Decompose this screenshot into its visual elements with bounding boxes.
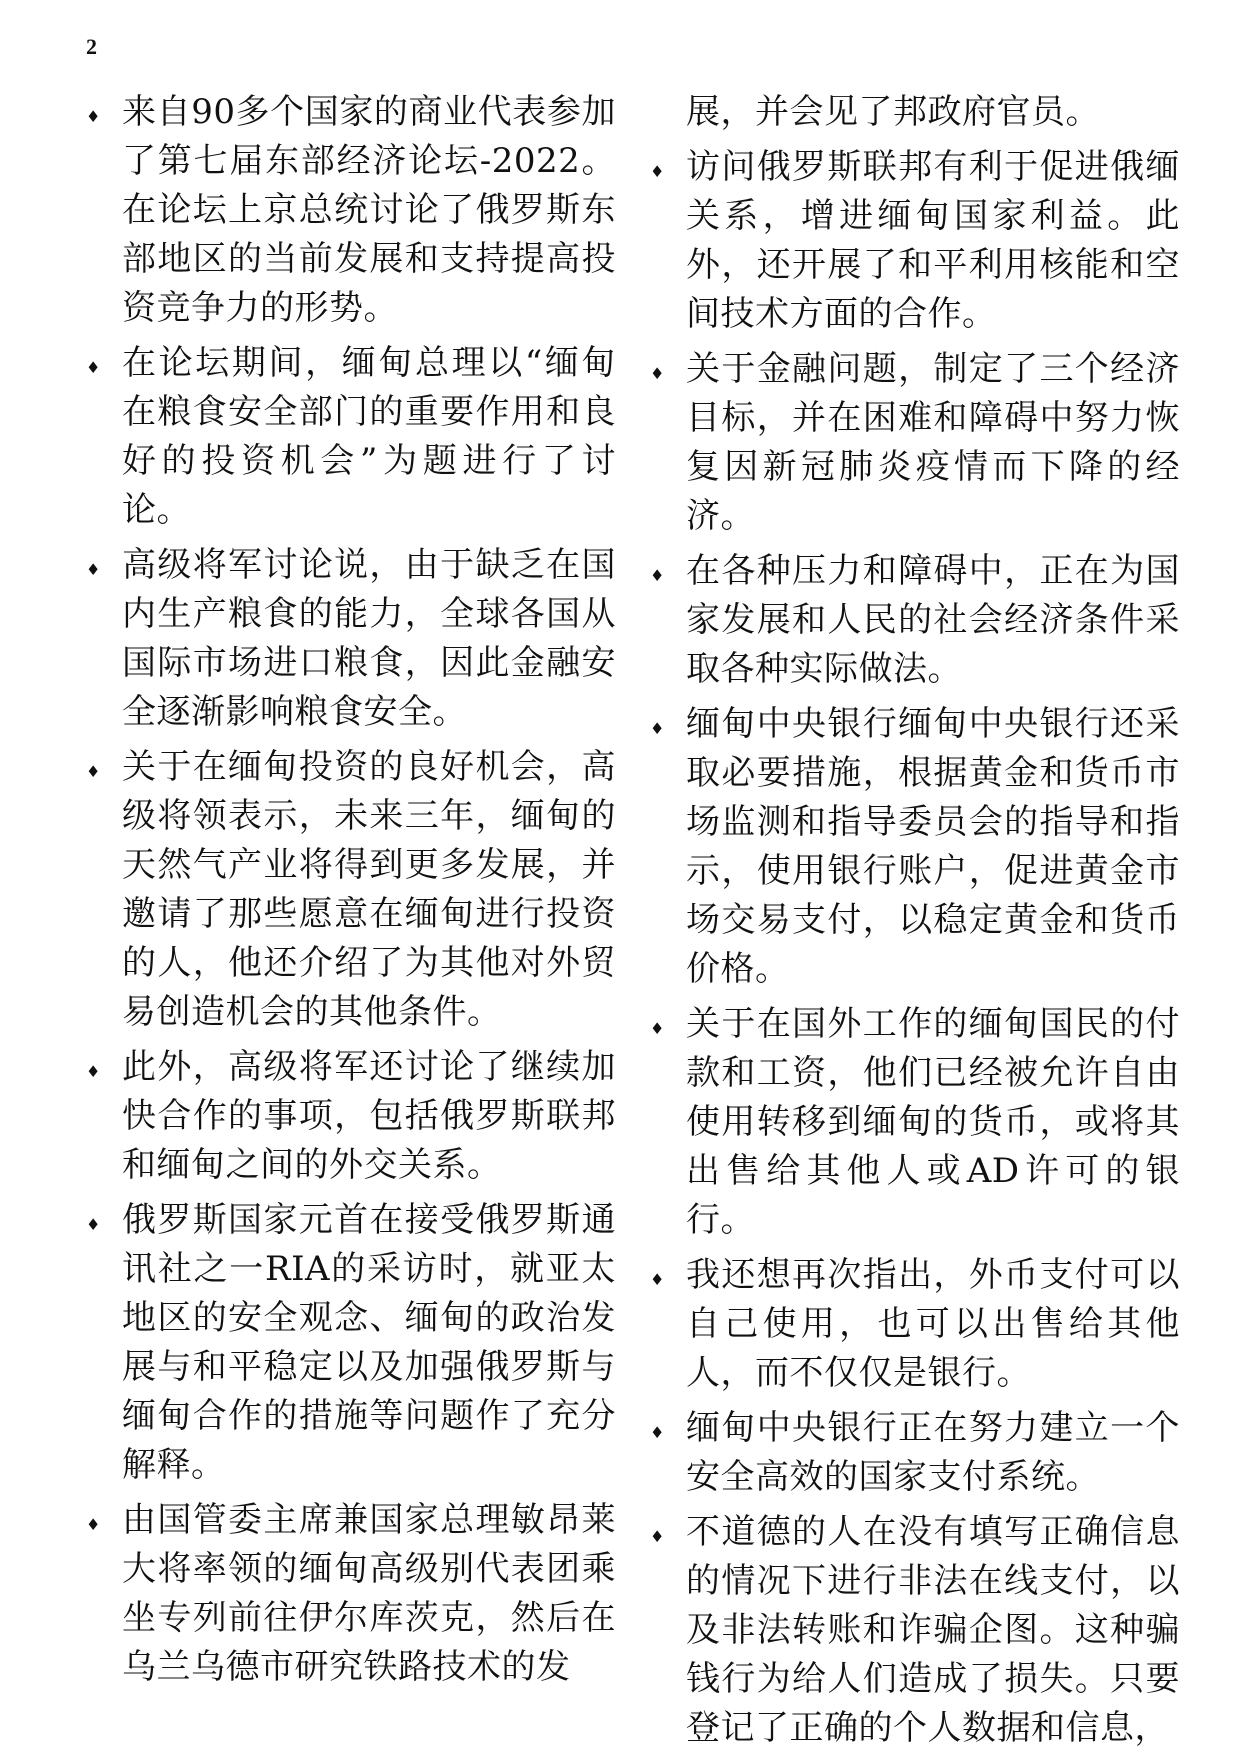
diamond-bullet-icon: ♦ <box>650 1270 665 1289</box>
bullet-text: 俄罗斯国家元首在接受俄罗斯通讯社之一RIA的采访时，就亚太地区的安全观念、缅甸的政治发展与和平稳定以及加强俄罗斯与缅甸合作的措施等问题作了充分解释。 <box>122 1200 616 1485</box>
bullet-item <box>650 143 1180 339</box>
bullet-item <box>86 541 616 737</box>
bullet-text: 在论坛期间，缅甸总理以“缅甸在粮食安全部门的重要作用和良好的投资机会”为题进行了讨论。 <box>122 343 616 530</box>
diamond-bullet-icon: ♦ <box>86 107 101 126</box>
bullet-item <box>86 1496 616 1692</box>
diamond-bullet-icon: ♦ <box>650 1423 665 1442</box>
bullet-text: 在各种压力和障碍中，正在为国家发展和人民的社会经济条件采取各种实际做法。 <box>686 551 1180 689</box>
page-number: 2 <box>86 34 97 59</box>
diamond-bullet-icon: ♦ <box>86 1062 101 1081</box>
bullet-item <box>650 1251 1180 1398</box>
diamond-bullet-icon: ♦ <box>86 1215 101 1234</box>
bullet-text: 此外，高级将军还讨论了继续加快合作的事项，包括俄罗斯联邦和缅甸之间的外交关系。 <box>122 1047 616 1185</box>
bullet-text: 关于在国外工作的缅甸国民的付款和工资，他们已经被允许自由使用转移到缅甸的货币，或将其出售给其他人或AD许可的银行。 <box>686 1004 1180 1240</box>
bullet-item <box>86 1196 616 1490</box>
bullet-item <box>650 1508 1180 1753</box>
bullet-item <box>650 700 1180 994</box>
diamond-bullet-icon: ♦ <box>650 364 665 383</box>
diamond-bullet-icon: ♦ <box>86 358 101 377</box>
bullet-text: 访问俄罗斯联邦有利于促进俄缅关系，增进缅甸国家利益。此外，还开展了和平利用核能和空间技术方面的合作。 <box>686 147 1180 334</box>
bullet-item <box>650 547 1180 694</box>
bullet-item <box>650 1404 1180 1502</box>
bullet-item <box>86 339 616 535</box>
bullet-text: 缅甸中央银行正在努力建立一个安全高效的国家支付系统。 <box>686 1408 1180 1497</box>
diamond-bullet-icon: ♦ <box>86 1515 101 1534</box>
bullet-text: 关于在缅甸投资的良好机会，高级将领表示，未来三年，缅甸的天然气产业将得到更多发展，并邀请了那些愿意在缅甸进行投资的人，他还介绍了为其他对外贸易创造机会的其他条件。 <box>122 747 616 1032</box>
bullet-item <box>86 88 616 333</box>
bullet-text: 不道德的人在没有填写正确信息的情况下进行非法在线支付，以及非法转账和诈骗企图。这种骗钱行为给人们造成了损失。只要登记了正确的个人数据和信息， <box>686 1512 1180 1748</box>
diamond-bullet-icon: ♦ <box>650 1019 665 1038</box>
continued-text: 展，并会见了邦政府官员。 <box>686 92 1100 132</box>
bullet-text: 由国管委主席兼国家总理敏昂莱大将率领的缅甸高级别代表团乘坐专列前往伊尔库茨克，然后在乌兰乌德市研究铁路技术的发 <box>122 1500 616 1687</box>
bullet-text: 来自90多个国家的商业代表参加了第七届东部经济论坛-2022。在论坛上京总统讨论了俄罗斯东部地区的当前发展和支持提高投资竞争力的形势。 <box>122 92 616 328</box>
diamond-bullet-icon: ♦ <box>650 1527 665 1546</box>
bullet-text: 关于金融问题，制定了三个经济目标，并在困难和障碍中努力恢复因新冠肺炎疫情而下降的经济。 <box>686 349 1180 536</box>
diamond-bullet-icon: ♦ <box>650 566 665 585</box>
continued-text-block <box>650 88 1180 137</box>
bullet-item <box>86 1043 616 1190</box>
diamond-bullet-icon: ♦ <box>650 162 665 181</box>
diamond-bullet-icon: ♦ <box>86 762 101 781</box>
bullet-text: 我还想再次指出，外币支付可以自己使用，也可以出售给其他人，而不仅仅是银行。 <box>686 1255 1180 1393</box>
diamond-bullet-icon: ♦ <box>86 560 101 579</box>
bullet-item <box>650 1000 1180 1245</box>
bullet-item <box>650 345 1180 541</box>
diamond-bullet-icon: ♦ <box>650 719 665 738</box>
left-column <box>86 88 616 1698</box>
bullet-item <box>86 743 616 1037</box>
right-column <box>650 88 1180 1759</box>
bullet-text: 缅甸中央银行缅甸中央银行还采取必要措施，根据黄金和货币市场监测和指导委员会的指导和指示，使用银行账户，促进黄金市场交易支付，以稳定黄金和货币价格。 <box>686 704 1180 989</box>
bullet-text: 高级将军讨论说，由于缺乏在国内生产粮食的能力，全球各国从国际市场进口粮食，因此金融安全逐渐影响粮食安全。 <box>122 545 616 732</box>
